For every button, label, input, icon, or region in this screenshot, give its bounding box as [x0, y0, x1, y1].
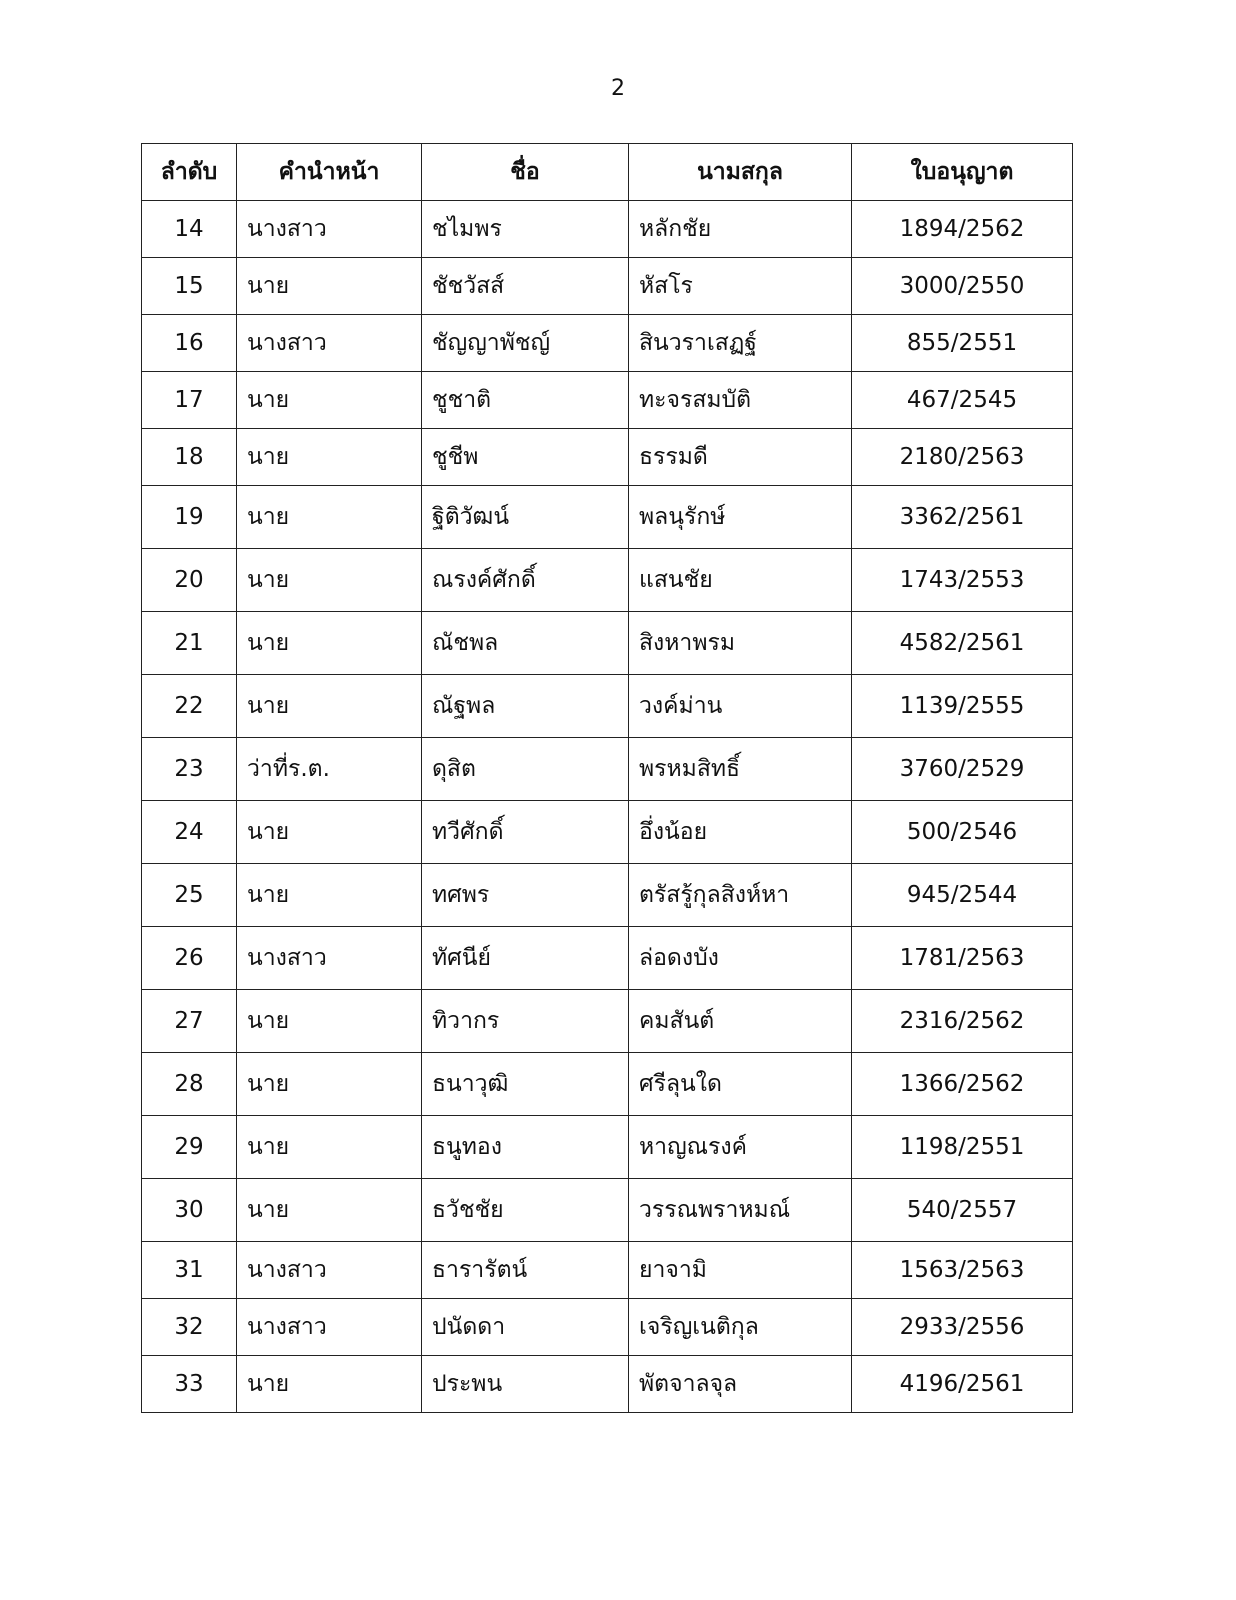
table-row: [142, 801, 1073, 864]
cell-last-name: ยาจามิ: [629, 1242, 852, 1299]
header-license: ใบอนุญาต: [852, 144, 1073, 201]
cell-last-name: วงค์ม่าน: [629, 675, 852, 738]
cell-first-name: ชัชวัสส์: [422, 258, 629, 315]
table-row: [142, 549, 1073, 612]
table-row: [142, 927, 1073, 990]
cell-first-name: ธวัชชัย: [422, 1179, 629, 1242]
cell-license: 4196/2561: [852, 1356, 1073, 1413]
cell-prefix: นาย: [237, 1179, 422, 1242]
cell-first-name: ชูชาติ: [422, 372, 629, 429]
cell-last-name: เจริญเนติกุล: [629, 1299, 852, 1356]
cell-license: 540/2557: [852, 1179, 1073, 1242]
cell-last-name: คมสันต์: [629, 990, 852, 1053]
cell-prefix: นาย: [237, 801, 422, 864]
cell-order: 22: [142, 675, 237, 738]
cell-license: 1743/2553: [852, 549, 1073, 612]
cell-license: 1894/2562: [852, 201, 1073, 258]
cell-first-name: ชูชีพ: [422, 429, 629, 486]
cell-order: 18: [142, 429, 237, 486]
cell-first-name: ธนูทอง: [422, 1116, 629, 1179]
cell-order: 25: [142, 864, 237, 927]
cell-last-name: หลักชัย: [629, 201, 852, 258]
cell-last-name: พัตจาลจุล: [629, 1356, 852, 1413]
cell-license: 855/2551: [852, 315, 1073, 372]
cell-license: 3362/2561: [852, 486, 1073, 549]
table-row: [142, 1116, 1073, 1179]
cell-first-name: ชไมพร: [422, 201, 629, 258]
cell-license: 2316/2562: [852, 990, 1073, 1053]
cell-prefix: นาย: [237, 1053, 422, 1116]
cell-prefix: นาย: [237, 1116, 422, 1179]
cell-order: 26: [142, 927, 237, 990]
table-row: [142, 738, 1073, 801]
table-row: [142, 1053, 1073, 1116]
cell-order: 30: [142, 1179, 237, 1242]
cell-prefix: นางสาว: [237, 201, 422, 258]
cell-last-name: แสนชัย: [629, 549, 852, 612]
cell-prefix: นาย: [237, 612, 422, 675]
cell-last-name: พลนุรักษ์: [629, 486, 852, 549]
table-row: [142, 201, 1073, 258]
license-table: [141, 143, 1073, 1413]
cell-first-name: ปนัดดา: [422, 1299, 629, 1356]
cell-order: 29: [142, 1116, 237, 1179]
cell-license: 467/2545: [852, 372, 1073, 429]
cell-order: 31: [142, 1242, 237, 1299]
cell-license: 3760/2529: [852, 738, 1073, 801]
cell-first-name: ทิวากร: [422, 990, 629, 1053]
cell-license: 2180/2563: [852, 429, 1073, 486]
table-row: [142, 315, 1073, 372]
cell-first-name: ณัฐพล: [422, 675, 629, 738]
cell-license: 4582/2561: [852, 612, 1073, 675]
cell-last-name: ตรัสรู้กุลสิงห์หา: [629, 864, 852, 927]
cell-prefix: นาย: [237, 990, 422, 1053]
cell-order: 21: [142, 612, 237, 675]
table-row: [142, 864, 1073, 927]
cell-order: 17: [142, 372, 237, 429]
table-row: [142, 1356, 1073, 1413]
cell-last-name: อึ่งน้อย: [629, 801, 852, 864]
cell-license: 3000/2550: [852, 258, 1073, 315]
cell-first-name: ณัชพล: [422, 612, 629, 675]
cell-first-name: ธารารัตน์: [422, 1242, 629, 1299]
cell-prefix: นาย: [237, 864, 422, 927]
cell-prefix: นาย: [237, 675, 422, 738]
cell-order: 19: [142, 486, 237, 549]
header-first-name: ชื่อ: [422, 144, 629, 201]
cell-order: 16: [142, 315, 237, 372]
cell-license: 2933/2556: [852, 1299, 1073, 1356]
cell-last-name: ธรรมดี: [629, 429, 852, 486]
cell-prefix: นางสาว: [237, 1299, 422, 1356]
table-row: [142, 990, 1073, 1053]
cell-first-name: ทัศนีย์: [422, 927, 629, 990]
table-row: [142, 486, 1073, 549]
cell-license: 1563/2563: [852, 1242, 1073, 1299]
table-row: [142, 372, 1073, 429]
cell-order: 14: [142, 201, 237, 258]
cell-prefix: นาย: [237, 549, 422, 612]
cell-order: 20: [142, 549, 237, 612]
table-header-row: [142, 144, 1073, 201]
cell-prefix: นางสาว: [237, 1242, 422, 1299]
cell-license: 1366/2562: [852, 1053, 1073, 1116]
cell-last-name: สิงหาพรม: [629, 612, 852, 675]
cell-prefix: นางสาว: [237, 315, 422, 372]
cell-order: 27: [142, 990, 237, 1053]
cell-license: 945/2544: [852, 864, 1073, 927]
table-row: [142, 612, 1073, 675]
cell-prefix: นางสาว: [237, 927, 422, 990]
table-row: [142, 258, 1073, 315]
cell-last-name: ล่อดงบัง: [629, 927, 852, 990]
cell-first-name: ธนาวุฒิ: [422, 1053, 629, 1116]
header-prefix: คำนำหน้า: [237, 144, 422, 201]
cell-prefix: ว่าที่ร.ต.: [237, 738, 422, 801]
cell-first-name: ณรงค์ศักดิ์: [422, 549, 629, 612]
cell-last-name: สินวราเสฏฐ์: [629, 315, 852, 372]
cell-first-name: ชัญญาพัชญ์: [422, 315, 629, 372]
table-row: [142, 675, 1073, 738]
cell-last-name: ศรีลุนใด: [629, 1053, 852, 1116]
cell-last-name: พรหมสิทธิ์: [629, 738, 852, 801]
cell-last-name: หัสโร: [629, 258, 852, 315]
table-row: [142, 1242, 1073, 1299]
cell-first-name: ทศพร: [422, 864, 629, 927]
header-order: ลำดับ: [142, 144, 237, 201]
cell-license: 1781/2563: [852, 927, 1073, 990]
table-body: [142, 201, 1073, 1413]
cell-last-name: หาญณรงค์: [629, 1116, 852, 1179]
table-row: [142, 1299, 1073, 1356]
cell-prefix: นาย: [237, 372, 422, 429]
cell-last-name: ทะจรสมบัติ: [629, 372, 852, 429]
cell-prefix: นาย: [237, 429, 422, 486]
cell-license: 1139/2555: [852, 675, 1073, 738]
cell-license: 1198/2551: [852, 1116, 1073, 1179]
cell-first-name: ประพน: [422, 1356, 629, 1413]
cell-order: 32: [142, 1299, 237, 1356]
cell-order: 15: [142, 258, 237, 315]
cell-first-name: ทวีศักดิ์: [422, 801, 629, 864]
cell-last-name: วรรณพราหมณ์: [629, 1179, 852, 1242]
cell-first-name: ดุสิต: [422, 738, 629, 801]
cell-order: 33: [142, 1356, 237, 1413]
cell-order: 28: [142, 1053, 237, 1116]
page-number: 2: [611, 76, 625, 101]
cell-order: 24: [142, 801, 237, 864]
table-row: [142, 1179, 1073, 1242]
table-row: [142, 429, 1073, 486]
header-last-name: นามสกุล: [629, 144, 852, 201]
cell-prefix: นาย: [237, 486, 422, 549]
cell-prefix: นาย: [237, 1356, 422, 1413]
cell-prefix: นาย: [237, 258, 422, 315]
cell-license: 500/2546: [852, 801, 1073, 864]
cell-first-name: ฐิติวัฒน์: [422, 486, 629, 549]
cell-order: 23: [142, 738, 237, 801]
